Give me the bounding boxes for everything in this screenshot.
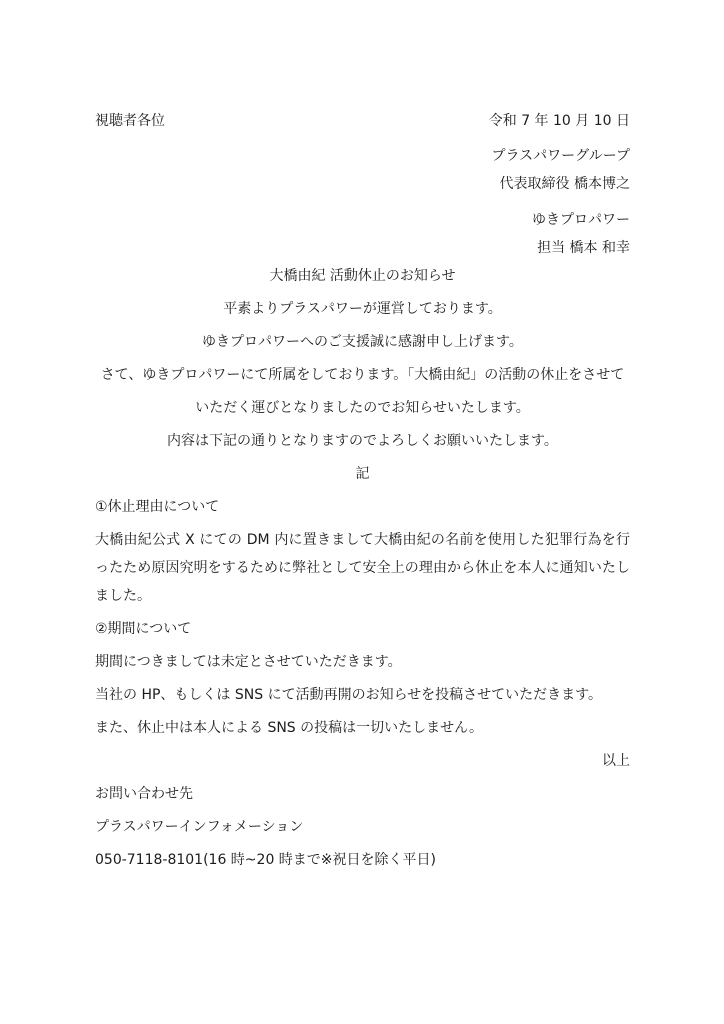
closing-marker: 以上 — [602, 753, 630, 769]
contact-phone: 050-7118-8101(16 時~20 時まで※祝日を除く平日) — [95, 852, 436, 868]
sender-company-block — [95, 142, 630, 198]
section1-heading: ①休止理由について — [95, 499, 220, 515]
contact-name: プラスパワーインフォメーション — [95, 819, 304, 835]
issue-date: 令和 7 年 10 月 10 日 — [488, 113, 630, 129]
agency-manager: 担当 橋本 和幸 — [537, 240, 630, 256]
sender-group: プラスパワーグループ — [491, 148, 630, 164]
section2-line-3: また、休止中は本人による SNS の投稿は一切いたしません。 — [95, 720, 483, 736]
sender-representative: 代表取締役 橋本博之 — [499, 176, 630, 192]
section1-body: 大橋由紀公式 X にての DM 内に置きまして大橋由紀の名前を使用した犯罪行為を行ったため原因究明をするために弊社として安全上の理由から休止を本人に通知いたしました。 — [95, 532, 630, 604]
recipient: 視聴者各位 — [95, 113, 165, 129]
section2-heading: ②期間について — [95, 621, 192, 637]
sender-agency-block — [95, 206, 630, 262]
section2-line-2: 当社の HP、もしくは SNS にて活動再開のお知らせを投稿させていただきます。 — [95, 687, 603, 703]
document-title: 大橋由紀 活動休止のお知らせ — [269, 268, 456, 284]
letter-header-row — [95, 107, 630, 135]
intro-line-5: 内容は下記の通りとなりますのでよろしくお願いいたします。 — [167, 433, 558, 449]
intro-line-2: ゆきプロパワーへのご支援誠に感謝申し上げます。 — [202, 334, 523, 350]
section2-line-1: 期間につきましては未定とさせていただきます。 — [95, 654, 402, 670]
intro-line-3: さて、ゆきプロパワーにて所属をしております。「大橋由紀」の活動の休止をさせて — [100, 367, 625, 383]
agency-name: ゆきプロパワー — [532, 212, 630, 228]
intro-line-1: 平素よりプラスパワーが運営しております。 — [223, 301, 502, 317]
contact-heading: お問い合わせ先 — [95, 786, 193, 802]
record-marker: 記 — [355, 466, 370, 482]
intro-line-4: いただく運びとなりましたのでお知らせいたします。 — [195, 400, 530, 416]
